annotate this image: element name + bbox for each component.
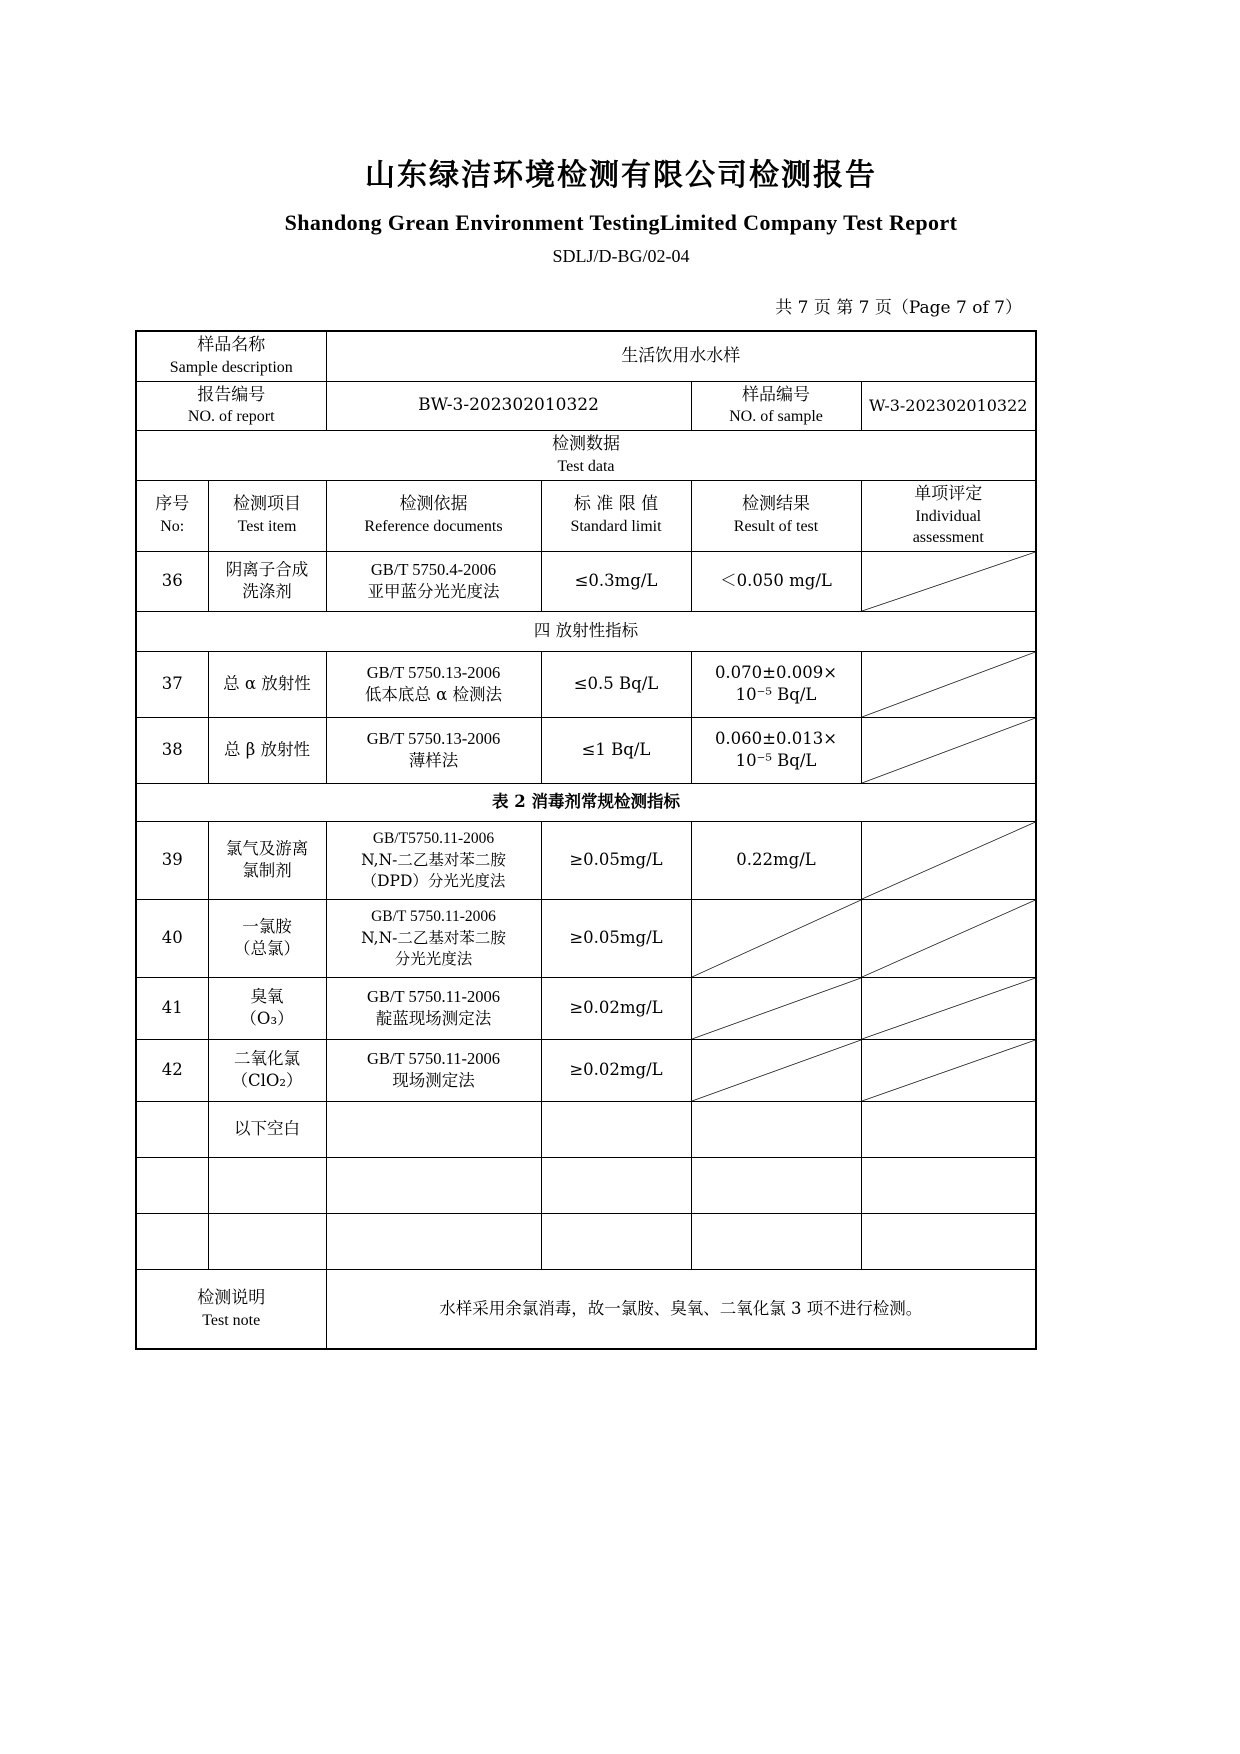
report-no-label: 报告编号 NO. of report	[136, 381, 326, 431]
table-row-test-data-banner	[136, 431, 1036, 481]
cell-assessment	[861, 977, 1036, 1039]
cell-result	[691, 1157, 861, 1213]
cell-no: 39	[136, 821, 208, 899]
diagonal-strike-icon	[692, 1040, 861, 1101]
diagonal-strike-icon	[862, 652, 1036, 717]
report-table	[135, 330, 1037, 1350]
cell-result	[691, 899, 861, 977]
cell-limit: ≥0.02mg/L	[541, 1039, 691, 1101]
cell-assessment	[861, 651, 1036, 717]
cell-result	[691, 1039, 861, 1101]
cell-reference: GB/T 5750.11-2006 靛蓝现场测定法	[326, 977, 541, 1039]
table-row-blank-marker	[136, 1101, 1036, 1157]
cell-reference: GB/T 5750.4-2006 亚甲蓝分光光度法	[326, 551, 541, 611]
cell-item	[208, 1157, 326, 1213]
table-row-empty	[136, 1213, 1036, 1269]
cell-reference: GB/T 5750.11-2006 N,N-二乙基对苯二胺 分光光度法	[326, 899, 541, 977]
page-count: 共 7 页 第 7 页（Page 7 of 7）	[775, 298, 1022, 318]
test-data-banner: 检测数据 Test data	[136, 431, 1036, 481]
column-header-limit: 标 准 限 值 Standard limit	[541, 480, 691, 551]
table-row	[136, 717, 1036, 783]
sample-description-label: 样品名称 Sample description	[136, 331, 326, 381]
document-code: SDLJ/D-BG/02-04	[552, 246, 690, 266]
cell-item: 阴离子合成 洗涤剂	[208, 551, 326, 611]
cell-assessment	[861, 551, 1036, 611]
column-header-no: 序号 No:	[136, 480, 208, 551]
cell-result: 0.22mg/L	[691, 821, 861, 899]
diagonal-strike-icon	[862, 978, 1036, 1039]
table-row-test-note	[136, 1269, 1036, 1349]
cell-item	[208, 1213, 326, 1269]
diagonal-strike-icon	[692, 900, 861, 977]
section-label-radioactive: 四 放射性指标	[136, 611, 1036, 651]
diagonal-strike-icon	[692, 978, 861, 1039]
cell-reference	[326, 1101, 541, 1157]
cell-item: 总 β 放射性	[208, 717, 326, 783]
page-title-en: Shandong Grean Environment TestingLimited Company Test Report	[284, 210, 958, 235]
cell-result: 0.060±0.013× 10⁻⁵ Bq/L	[691, 717, 861, 783]
cell-blank-label: 以下空白	[208, 1101, 326, 1157]
section-label-disinfectant: 表 2 消毒剂常规检测指标	[136, 783, 1036, 821]
diagonal-strike-icon	[862, 1040, 1036, 1101]
cell-result: 0.070±0.009× 10⁻⁵ Bq/L	[691, 651, 861, 717]
diagonal-strike-icon	[862, 552, 1036, 611]
cell-reference: GB/T 5750.13-2006 薄样法	[326, 717, 541, 783]
cell-assessment	[861, 1101, 1036, 1157]
sample-no-label: 样品编号 NO. of sample	[691, 381, 861, 431]
report-no-value: BW-3-202302010322	[326, 381, 691, 431]
cell-no	[136, 1213, 208, 1269]
cell-limit	[541, 1157, 691, 1213]
column-header-result: 检测结果 Result of test	[691, 480, 861, 551]
cell-result	[691, 977, 861, 1039]
cell-assessment	[861, 1039, 1036, 1101]
cell-limit: ≥0.02mg/L	[541, 977, 691, 1039]
cell-reference	[326, 1157, 541, 1213]
table-row-report-no	[136, 381, 1036, 431]
column-header-assessment: 单项评定 Individual assessment	[861, 480, 1036, 551]
cell-no: 38	[136, 717, 208, 783]
table-row-section-disinfectant	[136, 783, 1036, 821]
cell-no: 36	[136, 551, 208, 611]
cell-limit: ≥0.05mg/L	[541, 899, 691, 977]
cell-result	[691, 1101, 861, 1157]
cell-limit: ≤0.5 Bq/L	[541, 651, 691, 717]
table-header-row	[136, 480, 1036, 551]
table-row-sample-description	[136, 331, 1036, 381]
page-title-cn: 山东绿洁环境检测有限公司检测报告	[365, 158, 877, 193]
cell-result: ＜0.050 mg/L	[691, 551, 861, 611]
cell-item: 氯气及游离 氯制剂	[208, 821, 326, 899]
cell-limit	[541, 1101, 691, 1157]
cell-no: 41	[136, 977, 208, 1039]
cell-result	[691, 1213, 861, 1269]
diagonal-strike-icon	[862, 900, 1036, 977]
cell-reference: GB/T5750.11-2006 N,N-二乙基对苯二胺 （DPD）分光光度法	[326, 821, 541, 899]
test-note-label: 检测说明 Test note	[136, 1269, 326, 1349]
table-row	[136, 651, 1036, 717]
cell-no	[136, 1157, 208, 1213]
cell-assessment	[861, 717, 1036, 783]
table-row	[136, 899, 1036, 977]
cell-no: 42	[136, 1039, 208, 1101]
table-row	[136, 1039, 1036, 1101]
sample-description-value: 生活饮用水水样	[326, 331, 1036, 381]
cell-item: 二氧化氯 （ClO₂）	[208, 1039, 326, 1101]
cell-reference	[326, 1213, 541, 1269]
cell-limit: ≤1 Bq/L	[541, 717, 691, 783]
column-header-reference: 检测依据 Reference documents	[326, 480, 541, 551]
cell-assessment	[861, 821, 1036, 899]
cell-assessment	[861, 1157, 1036, 1213]
table-row	[136, 821, 1036, 899]
test-note-text: 水样采用余氯消毒，故一氯胺、臭氧、二氧化氯 3 项不进行检测。	[326, 1269, 1036, 1349]
cell-no	[136, 1101, 208, 1157]
table-row	[136, 977, 1036, 1039]
cell-item: 臭氧 （O₃）	[208, 977, 326, 1039]
column-header-item: 检测项目 Test item	[208, 480, 326, 551]
cell-limit	[541, 1213, 691, 1269]
paper-sheet	[110, 0, 1132, 1754]
cell-limit: ≤0.3mg/L	[541, 551, 691, 611]
table-row-section-radioactive	[136, 611, 1036, 651]
cell-no: 37	[136, 651, 208, 717]
cell-assessment	[861, 899, 1036, 977]
table-row	[136, 551, 1036, 611]
cell-item: 一氯胺 （总氯）	[208, 899, 326, 977]
cell-assessment	[861, 1213, 1036, 1269]
diagonal-strike-icon	[862, 718, 1036, 783]
cell-no: 40	[136, 899, 208, 977]
cell-item: 总 α 放射性	[208, 651, 326, 717]
table-row-empty	[136, 1157, 1036, 1213]
cell-limit: ≥0.05mg/L	[541, 821, 691, 899]
cell-reference: GB/T 5750.11-2006 现场测定法	[326, 1039, 541, 1101]
cell-reference: GB/T 5750.13-2006 低本底总 α 检测法	[326, 651, 541, 717]
sample-no-value: W-3-202302010322	[861, 381, 1036, 431]
diagonal-strike-icon	[862, 822, 1036, 899]
